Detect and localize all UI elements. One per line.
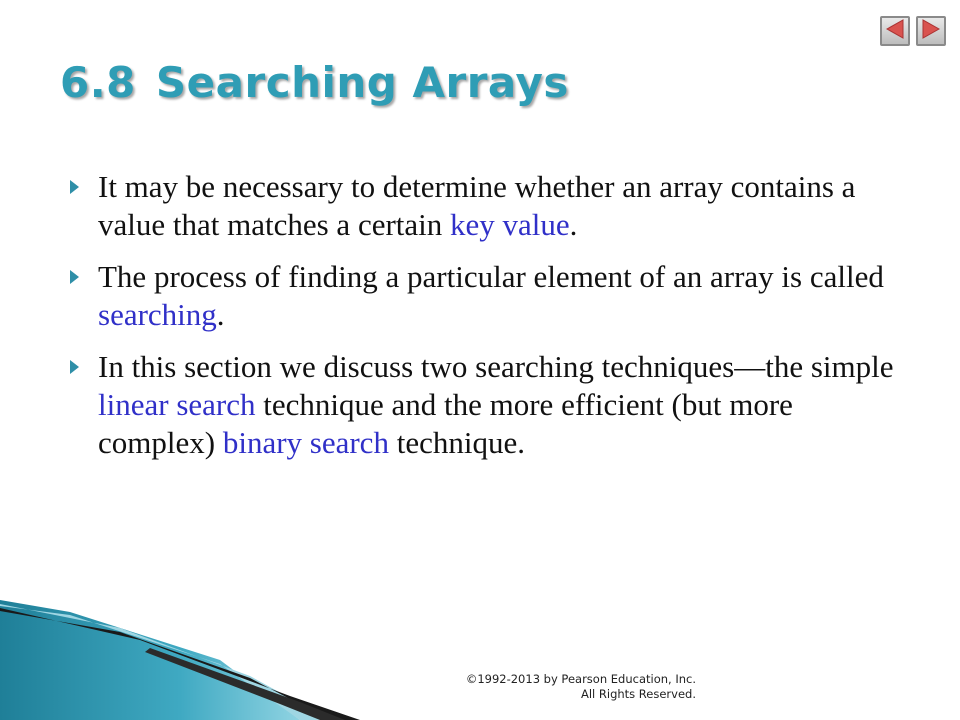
bullet-arrow-icon: [70, 258, 90, 334]
key-term: searching: [98, 297, 217, 332]
copyright-line: ©1992-2013 by Pearson Education, Inc.: [465, 672, 696, 686]
copyright-footer: [466, 672, 696, 702]
bullet-item: [62, 168, 902, 244]
key-term: binary search: [222, 425, 389, 460]
bullet-arrow-icon: [70, 348, 90, 462]
next-triangle-icon: [922, 19, 940, 44]
bullet-item: [62, 348, 902, 462]
rights-line: All Rights Reserved.: [580, 687, 696, 701]
slide-title: [60, 58, 569, 107]
navigation-controls: [880, 16, 946, 46]
prev-triangle-icon: [886, 19, 904, 44]
title-text: Searching Arrays: [155, 58, 569, 107]
key-term: key value: [450, 207, 570, 242]
bullet-text: The process of finding a particular element of an array is called searching.: [98, 259, 884, 332]
bullet-text: In this section we discuss two searching techniques—the simple linear search technique and the more efficient (but more complex) binary search technique.: [98, 349, 894, 460]
bullet-arrow-icon: [70, 168, 90, 244]
bullet-item: [62, 258, 902, 334]
previous-slide-button[interactable]: [880, 16, 910, 46]
key-term: linear search: [98, 387, 256, 422]
next-slide-button[interactable]: [916, 16, 946, 46]
bullet-text: It may be necessary to determine whether an array contains a value that matches a certain key value.: [98, 169, 856, 242]
section-number: 6.8: [60, 58, 136, 107]
bullet-list: [62, 168, 902, 476]
